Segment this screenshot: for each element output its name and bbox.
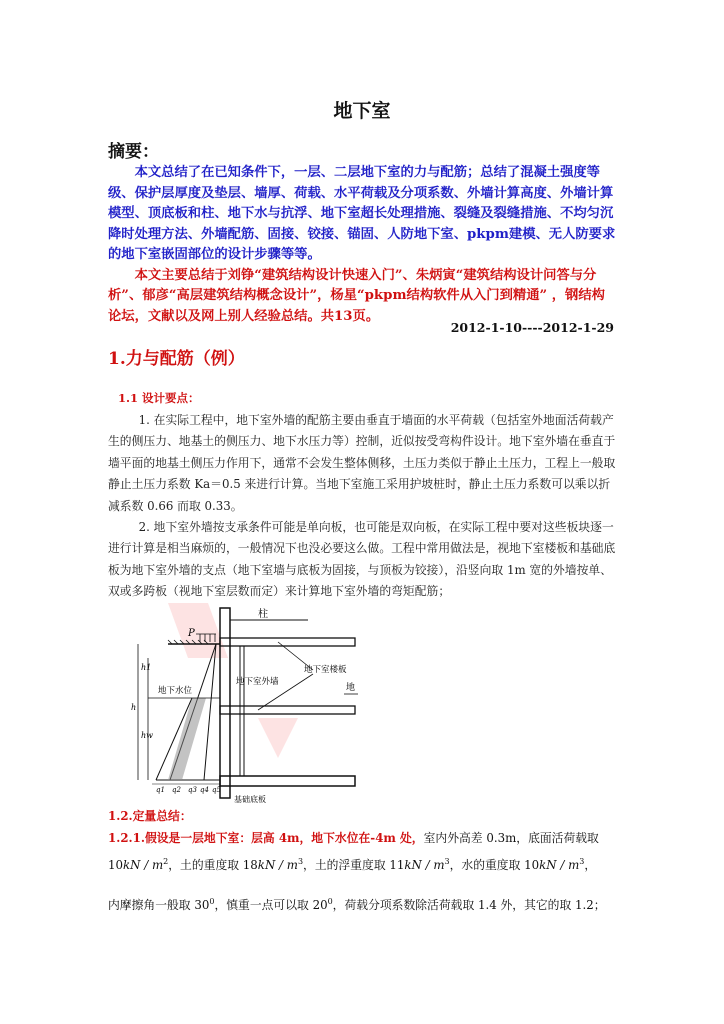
load-values-line: $10kN / m^2$，土的重度取 $18kN / m^3$，土的浮重度取 $11kN / m^3$，水的重度取 $10kN / m^3$， [108, 857, 597, 872]
label-water-level: 地下水位 [158, 686, 193, 696]
paragraph-1: 1. 在实际工程中，地下室外墙的配筋主要由垂直于墙面的水平荷载（包括室外地面活荷载产生的侧压力、地基土的侧压力、地下水压力等）控制，近似按受弯构件设计。地下室外墙在垂直于墙平面的地基土侧压力作用下，通常不会发生整体侧移，土压力类似于静止土压力，工程上一般取静止土压力系数 Ka＝0.5 来进行计算。当地下室施工采用护坡桩时，静止土压力系数可以乘以折减系数 0.66 而取 0.33。 [108, 413, 616, 513]
subsection-1-2-1-line [108, 828, 618, 848]
label-hw: hw [141, 731, 153, 740]
abstract-heading: 摘要： [108, 142, 159, 162]
unit-kn-m: kN / m [123, 858, 164, 872]
label-q5: q5 [212, 786, 221, 794]
value-soil-weight: ，土的重度取 18 [168, 858, 258, 872]
abstract-body [108, 163, 618, 327]
subsection-1-2-heading: 1.2.定量总结： [108, 809, 192, 823]
value-live-load: 10 [108, 858, 124, 872]
subsection-1-2-1-text: 室内外高差 0.3m，底面活荷载取 [423, 831, 599, 845]
value-buoyant-weight: ，土的浮重度取 11 [303, 858, 405, 872]
abstract-paragraph-1: 本文总结了在已知条件下，一层、二层地下室的力与配筋；总结了混凝土强度等级、保护层厚度及垫层、墙厚、荷载、水平荷载及分项系数、外墙计算高度、外墙计算模型、顶底板和柱、地下水与抗浮、地下室超长处理措施、裂缝及裂缝措施、不均匀沉降时处理方法、外墙配筋、固接、铰接、锚固、人防地下室、pkpm建模、无人防要求的地下室嵌固部位的设计步骤等等。 [108, 165, 616, 262]
label-exterior-wall: 地下室外墙 [236, 677, 279, 687]
unit-kn-m: kN / m [539, 858, 580, 872]
subsection-1-1-heading: 1.1 设计要点： [118, 391, 200, 405]
page-title: 地下室 [333, 100, 391, 122]
abstract-paragraph-2: 本文主要总结于刘铮“建筑结构设计快速入门”、朱炳寅“建筑结构设计问答与分析”、郁彦“高层建筑结构概念设计”，杨星“pkpm结构软件从入门到精通” ，钢结构论坛，文献以及网上别人经验总结。共13页。 [108, 267, 605, 324]
value-water-weight: ，水的重度取 10 [449, 858, 540, 872]
friction-angle-line: 内摩擦角一般取 $30^0$，慎重一点可以取 $20^0$，荷载分项系数除活荷载取 1.4 外，其它的取 1.2； [108, 897, 606, 912]
section-1-heading: 1.力与配筋（例） [108, 349, 245, 369]
label-q3: q3 [188, 786, 197, 794]
value-friction-angle-conservative: ，慎重一点可以取 20 [214, 898, 328, 912]
value-friction-angle: 内摩擦角一般取 30 [108, 898, 210, 912]
label-h: h [131, 703, 137, 712]
label-h1: h1 [141, 663, 152, 672]
basement-wall-diagram [108, 598, 365, 804]
value-load-factors: ，荷载分项系数除活荷载取 1.4 外，其它的取 1.2； [332, 898, 606, 912]
subsection-1-2-1-heading: 1.2.1.假设是一层地下室：层高 4m，地下水位在-4m 处， [108, 831, 424, 845]
label-q4: q4 [200, 786, 209, 794]
label-q1: q1 [156, 786, 165, 794]
label-q2: q2 [172, 786, 181, 794]
label-ground: 地 [346, 683, 356, 693]
unit-kn-m: kN / m [257, 858, 298, 872]
label-base-slab: 基础底板 [234, 795, 266, 804]
label-p: P [188, 628, 195, 639]
label-basement-slab: 地下室楼板 [304, 665, 347, 675]
label-column: 柱 [258, 609, 268, 620]
design-points-body [108, 410, 616, 603]
date-range: 2012-1-10----2012-1-29 [450, 320, 614, 335]
unit-kn-m: kN / m [404, 858, 445, 872]
paragraph-2: 2. 地下室外墙按支承条件可能是单向板，也可能是双向板，在实际工程中要对这些板块逐一进行计算是相当麻烦的，一般情况下也没必要这么做。工程中常用做法是，视地下室楼板和基础底板为地下室外墙的支点（地下室墙与底板为固接，与顶板为铰接），沿竖向取 1m 宽的外墙按单、双或多跨板（视地下室层数而定）来计算地下室外墙的弯矩配筋； [108, 520, 616, 599]
